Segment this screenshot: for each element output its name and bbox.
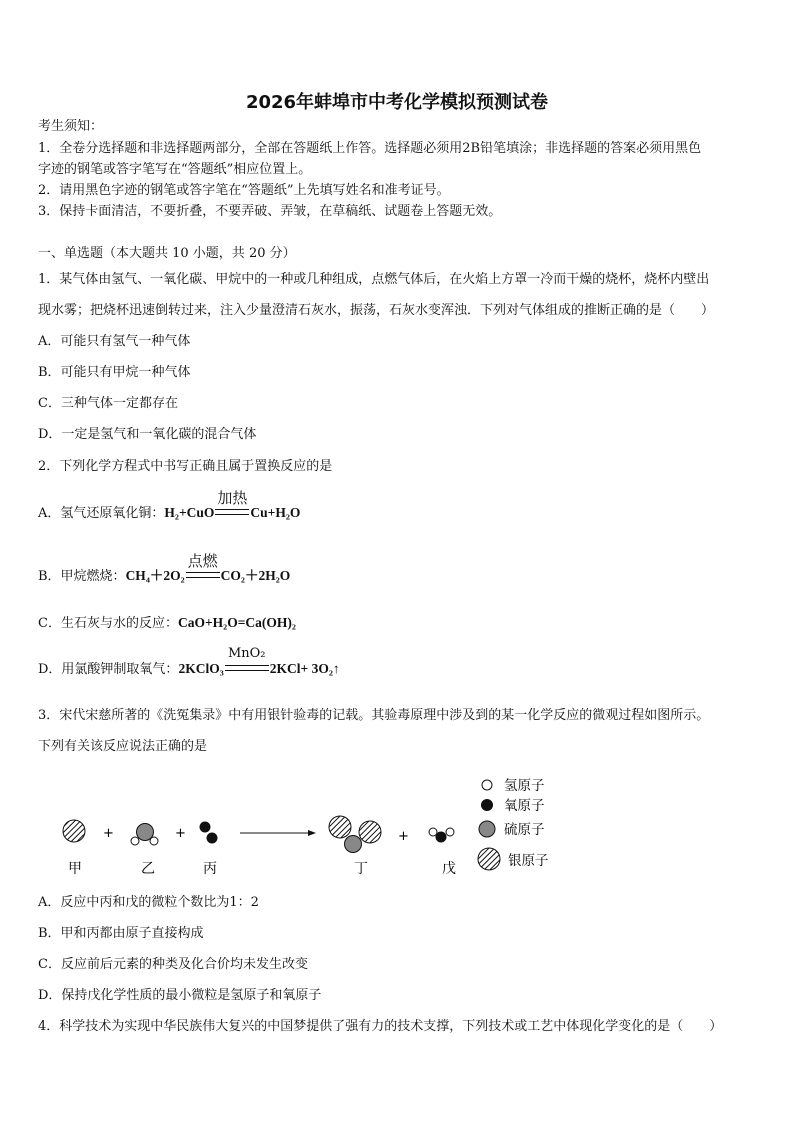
q2-stem: 2．下列化学方程式中书写正确且属于置换反应的是: [38, 459, 333, 474]
q2-option-b: [38, 551, 291, 586]
q3-option-a: A．反应中丙和戊的微粒个数比为1：2: [38, 895, 259, 910]
silver-sulfide-molecule-icon: [329, 816, 381, 853]
q3-stem-line1: 3．宋代宋慈所著的《洗冤集录》中有用银针验毒的记载。其验毒原理中涉及到的某一化学反应的微观过程如图所示。: [38, 708, 710, 723]
legend-oxygen: 氧原子: [504, 798, 545, 814]
reaction-diagram: [0, 765, 794, 880]
oxygen-molecule-icon: [200, 822, 218, 844]
equals-sign-icon: [225, 665, 269, 671]
plus-sign: +: [398, 829, 409, 844]
q1-option-c: C．三种气体一定都存在: [38, 396, 178, 411]
label-wu: 戊: [442, 861, 456, 877]
label-bing: 丙: [203, 861, 217, 877]
legend-silver: 银原子: [508, 853, 549, 869]
page-title: 2026年蚌埠市中考化学模拟预测试卷: [245, 92, 549, 113]
notice-item-3: 3．保持卡面清洁，不要折叠，不要弄破、弄皱，在草稿纸、试题卷上答题无效。: [38, 204, 502, 219]
notice-item-2: 2．请用黑色字迹的钢笔或答字笔在“答题纸”上先填写姓名和准考证号。: [38, 183, 450, 198]
q2-option-d-rhs: 2KCl+ 3O₂↑: [269, 661, 340, 676]
q2-option-c-equation: CaO+H₂O=Ca(OH)₂: [177, 615, 296, 630]
q1-option-d: D．一定是氢气和一氧化碳的混合气体: [38, 427, 257, 442]
plus-sign: +: [103, 826, 114, 841]
hydrogen-sulfide-molecule-icon: [131, 824, 158, 846]
q1-option-a: A．可能只有氢气一种气体: [38, 334, 191, 349]
notice-item-1-cont: 字迹的钢笔或答字笔写在“答题纸”相应位置上。: [38, 162, 312, 177]
q2-option-d-lhs: 2KClO₃: [178, 661, 224, 676]
q2-option-d-label: D．用氯酸钾制取氧气：: [38, 662, 179, 677]
q2-option-b-label: B．甲烷燃烧：: [38, 569, 126, 584]
q1-option-b: B．可能只有甲烷一种气体: [38, 365, 191, 380]
equals-sign-icon: [186, 572, 220, 578]
silver-atom-icon: [63, 820, 85, 842]
q2-option-a-condition: [215, 488, 249, 521]
q2-option-b-rhs: CO₂＋2H₂O: [220, 568, 291, 583]
section-heading: 一、单选题（本大题共 10 小题，共 20 分）: [38, 246, 296, 261]
q2-option-d: [38, 645, 340, 679]
q2-option-d-condition: [225, 645, 269, 677]
q2-option-a-lhs: H₂+CuO: [164, 505, 215, 520]
q1-stem-line1: 1．某气体由氢气、一氧化碳、甲烷中的一种或几种组成，点燃气体后，在火焰上方罩一冷而干燥的烧杯，烧杯内壁出: [38, 272, 710, 287]
label-ding: 丁: [354, 861, 368, 877]
q2-option-b-condition: [186, 551, 220, 584]
notice-heading: 考生须知：: [38, 119, 104, 134]
q2-option-d-cond-text: MnO₂: [227, 645, 266, 661]
notice-item-1: 1．全卷分选择题和非选择题两部分，全部在答题纸上作答。选择题必须用2B铅笔填涂；非选择题的答案必须用黑色: [38, 141, 702, 156]
q3-option-c: C．反应前后元素的种类及化合价均未发生改变: [38, 957, 308, 972]
q2-option-c: [38, 614, 296, 633]
sulfur-atom-icon: [479, 821, 495, 837]
q4-stem: 4．科学技术为实现中华民族伟大复兴的中国梦提供了强有力的技术支撑，下列技术或工艺中体现化学变化的是（ ）: [38, 1019, 723, 1034]
label-jia: 甲: [68, 861, 82, 877]
legend-hydrogen: 氢原子: [504, 778, 545, 794]
q3-stem-line2: 下列有关该反应说法正确的是: [38, 739, 208, 754]
q2-option-b-cond-text: 点燃: [187, 551, 218, 570]
q2-option-b-lhs: CH₄＋2O₂: [125, 568, 185, 583]
label-yi: 乙: [141, 861, 155, 877]
q2-option-c-label: C．生石灰与水的反应：: [38, 616, 178, 631]
silver-atom-legend-icon: [478, 848, 500, 870]
plus-sign: +: [175, 826, 186, 841]
q1-stem-line2: 现水雾；把烧杯迅速倒转过来，注入少量澄清石灰水，振荡，石灰水变浑浊．下列对气体组成的推断正确的是（ ）: [38, 303, 715, 318]
hydrogen-atom-icon: [482, 780, 492, 790]
q2-option-a: [38, 488, 301, 523]
equals-sign-icon: [215, 509, 249, 515]
q3-option-d: D．保持戊化学性质的最小微粒是氢原子和氧原子: [38, 988, 322, 1003]
q2-option-a-cond-text: 加热: [217, 488, 248, 507]
water-molecule-icon: [429, 828, 454, 843]
q2-option-a-label: A．氢气还原氧化铜：: [38, 506, 165, 521]
oxygen-atom-icon: [481, 799, 493, 811]
legend-sulfur: 硫原子: [504, 822, 545, 838]
reaction-arrow-icon: [240, 830, 316, 836]
q3-option-b: B．甲和丙都由原子直接构成: [38, 926, 204, 941]
q2-option-a-rhs: Cu+H₂O: [250, 505, 301, 520]
